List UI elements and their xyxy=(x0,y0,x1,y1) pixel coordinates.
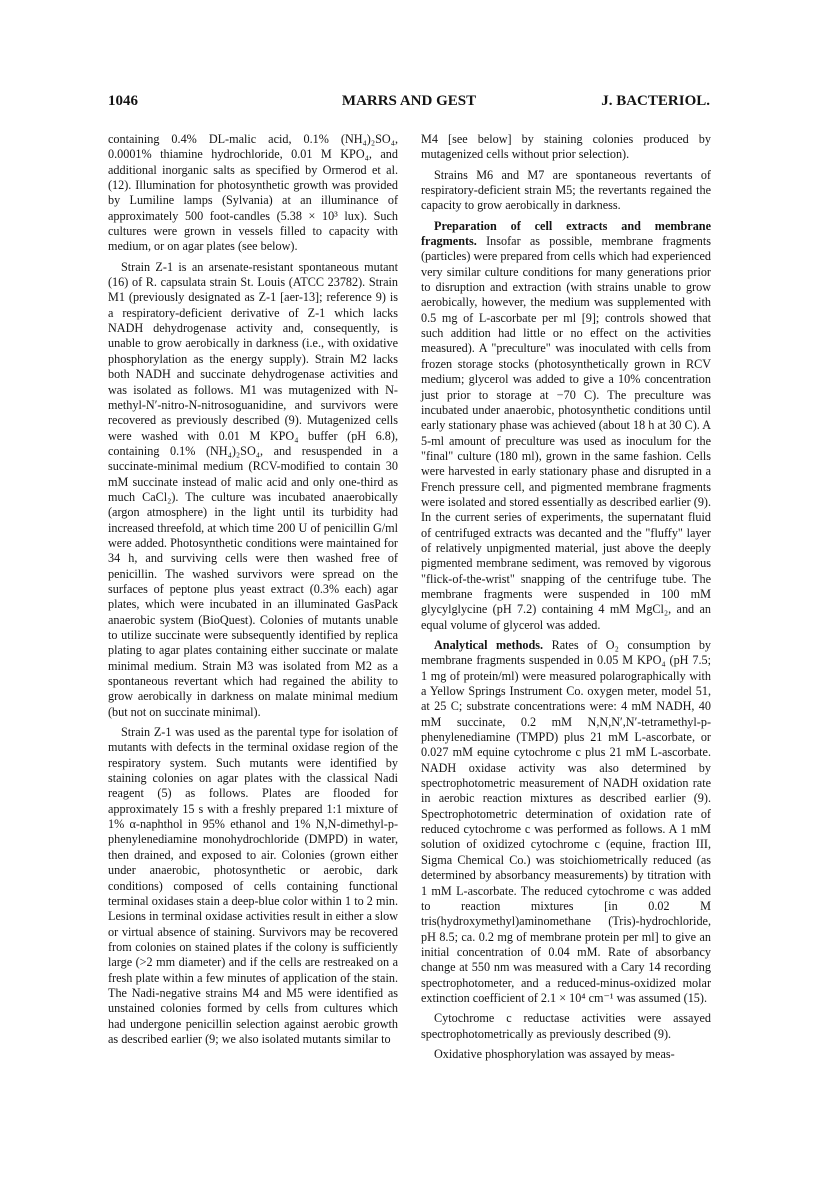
paragraph-nadi-staining: Strain Z-1 was used as the parental type for isolation of mutants with defects in the terminal oxidase region of the respiratory system. Such mutants were identified by staining colonies on agar plates with the classical Nadi reagent (5) as follows. Plates are flooded for approximately 15 s with a freshly prepared 1:1 mixture of 1% α-naphthol in 95% ethanol and 1% N,N-dimethyl-p-phenylenediamine monohydrochloride (DMPD) in water, then drained, and exposed to air. Colonies (grown either under anaerobic, photosynthetic or aerobic, dark conditions) composed of cells containing functional terminal oxidases stain a deep-blue color within 1 to 2 min. Lesions in terminal oxidase activities result in either a slow or virtual absence of staining. Survivors may be recovered from colonies on stained plates if the colony is sufficiently large (>2 mm diameter) and if the cells are restreaked on a fresh plate within a few minutes of application of the stain. The Nadi-negative strains M4 and M5 were identified as unstained colonies formed by cells from cultures which had undergone penicillin selection against aerobic growth as described earlier (9; we also isolated mutants similar to xyxy=(108,725,398,1046)
paragraph-preparation xyxy=(421,219,711,633)
journal-name: J. BACTERIOL. xyxy=(601,93,710,109)
run-in-heading-analytical: Analytical methods. xyxy=(434,638,544,652)
paragraph-strains: Strain Z-1 is an arsenate-resistant spontaneous mutant (16) of R. capsulata strain St. Louis (ATCC 23782). Strain M1 (previously designated as Z-1 [aer-13]; reference 9) is a respiratory-deficient derivative of Z-1 which lacks NADH dehydrogenase activity and, consequently, is unable to grow aerobically in darkness (i.e., with oxidative phosphorylation as the energy supply). Strain M2 lacks both NADH and succinate dehydrogenase activities and was isolated as follows. M1 was mutagenized with N-methyl-N′-nitro-N-nitrosoguanidine, and survivors were recovered as previously described (9). Mutagenized cells were washed with 0.01 M KPO₄ buffer (pH 6.8), containing 0.1% (NH₄)₂SO₄, and resuspended in a succinate-minimal medium (RCV-modified to contain 30 mM succinate instead of malic acid and only one-third as much CaCl₂). The culture was incubated anaerobically (argon atmosphere) in the light until its turbidity had increased threefold, at which time 200 U of penicillin G/ml were added. Photosynthetic conditions were maintained for 34 h, and surviving cells were then washed free of penicillin. The washed survivors were spread on the surfaces of peptone plus yeast extract (0.3% each) agar plates, which were incubated in an illuminated GasPack anaerobic system (BioQuest). Colonies of mutants unable to utilize succinate were subsequently identified by replica plating to agar plates containing either succinate or malate minimal medium. Strain M3 was isolated from M2 as a spontaneous revertant which had regained the ability to grow aerobically in darkness on malate minimal medium (but not on succinate minimal). xyxy=(108,259,398,719)
paragraph-culture-conditions: containing 0.4% DL-malic acid, 0.1% (NH₄)₂SO₄, 0.0001% thiamine hydrochloride, 0.01 M KPO₄, and additional inorganic salts as specified by Ormerod et al. (12). Illumination for photosynthetic growth was provided by Lumiline lamps (Sylvania) at an illuminance of approximately 500 foot-candles (5.38 × 10³ lux). Such cultures were grown in vessels filled to capacity with medium, or on agar plates (see below). xyxy=(108,132,398,254)
paragraph-cytochrome-reductase: Cytochrome c reductase activities were assayed spectrophotometrically as previously described (9). xyxy=(421,1011,711,1041)
running-authors: MARRS AND GEST xyxy=(341,93,477,109)
paragraph-oxidative-phosphorylation: Oxidative phosphorylation was assayed by meas- xyxy=(434,1046,675,1061)
paragraph-analytical xyxy=(421,638,711,1006)
page-number: 1046 xyxy=(108,93,138,109)
running-header xyxy=(108,93,710,113)
paragraph-continuation: M4 [see below] by staining colonies produced by mutagenized cells without prior selection). xyxy=(421,132,711,162)
analytical-body: Rates of O₂ consumption by membrane fragments suspended in 0.05 M KPO₄ (pH 7.5; 1 mg of protein/ml) were measured polarographically with a Yellow Springs Instrument Co. oxygen meter, model 51, at 25 C; substrate concentrations were: 4 mM NADH, 40 mM succinate, 0.2 mM N,N,N′,N′-tetramethyl-p-phenylenediamine (TMPD) plus 21 mM L-ascorbate, or 0.027 mM equine cytochrome c plus 21 mM L-ascorbate. NADH oxidase activity was also determined by spectrophotometric measurement of NADH oxidation rate in aerobic reaction mixtures as described earlier (9). Spectrophotometric determination of oxidation rate of reduced cytochrome c was performed as follows. A 1 mM solution of oxidized cytochrome c (equine, fraction III, Sigma Chemical Co.) was stoichiometrically reduced (as determined by absorbancy measurements) by titration with 1 mM L-ascorbate. The reduced cytochrome c was added to reaction mixtures [in 0.02 M tris(hydroxymethyl)aminomethane (Tris)-hydrochloride, pH 8.5; ca. 0.2 mg of membrane protein per ml] to give an initial concentration of 0.04 mM. Rate of absorbancy change at 550 nm was measured with a Cary 14 recording spectrophotometer, and a reduced-minus-oxidized molar extinction coefficient of 2.1 × 10⁴ cm⁻¹ was assumed (15). xyxy=(421,638,712,1005)
right-column xyxy=(421,132,711,1067)
run-in-heading-preparation: Preparation of cell extracts and membrane fragments. xyxy=(421,218,711,249)
left-column xyxy=(108,132,398,1052)
preparation-body: Insofar as possible, membrane fragments (particles) were prepared from cells which had experienced very similar culture conditions for many generations prior to disruption and extraction (with strains unable to grow aerobically, however, the medium was supplemented with 0.5 mg of L-ascorbate per ml [9]; controls showed that such addition had little or no effect on the activities measured). A "preculture" was inoculated with cells from frozen storage stocks (photosynthetically grown in RCV medium; glycerol was added to give a 10% concentration just prior to storage at −70 C). The preculture was incubated under anaerobic, photosynthetic conditions until early stationary phase was achieved (about 18 h at 30 C). A 5-ml amount of preculture was used as inoculum for the "final" culture (180 ml), grown in the same fashion. Cells were harvested in early stationary phase and disrupted in a French pressure cell, and pigmented membrane fragments were isolated and stored essentially as described earlier (9). In the current series of experiments, the supernatant fluid of centrifuged extracts was decanted and the "fluffy" layer of relatively unpigmented material, just above the deeply pigmented membrane sediment, was removed by vigorous "flick-of-the-wrist" snapping of the centrifuge tube. The membrane fragments were suspended in 100 mM glycylglycine (pH 7.2) containing 4 mM MgCl₂, and an equal volume of glycerol was added. xyxy=(421,234,712,632)
paragraph-revertants: Strains M6 and M7 are spontaneous revertants of respiratory-deficient strain M5; the revertants regained the capacity to grow aerobically in darkness. xyxy=(421,167,711,213)
